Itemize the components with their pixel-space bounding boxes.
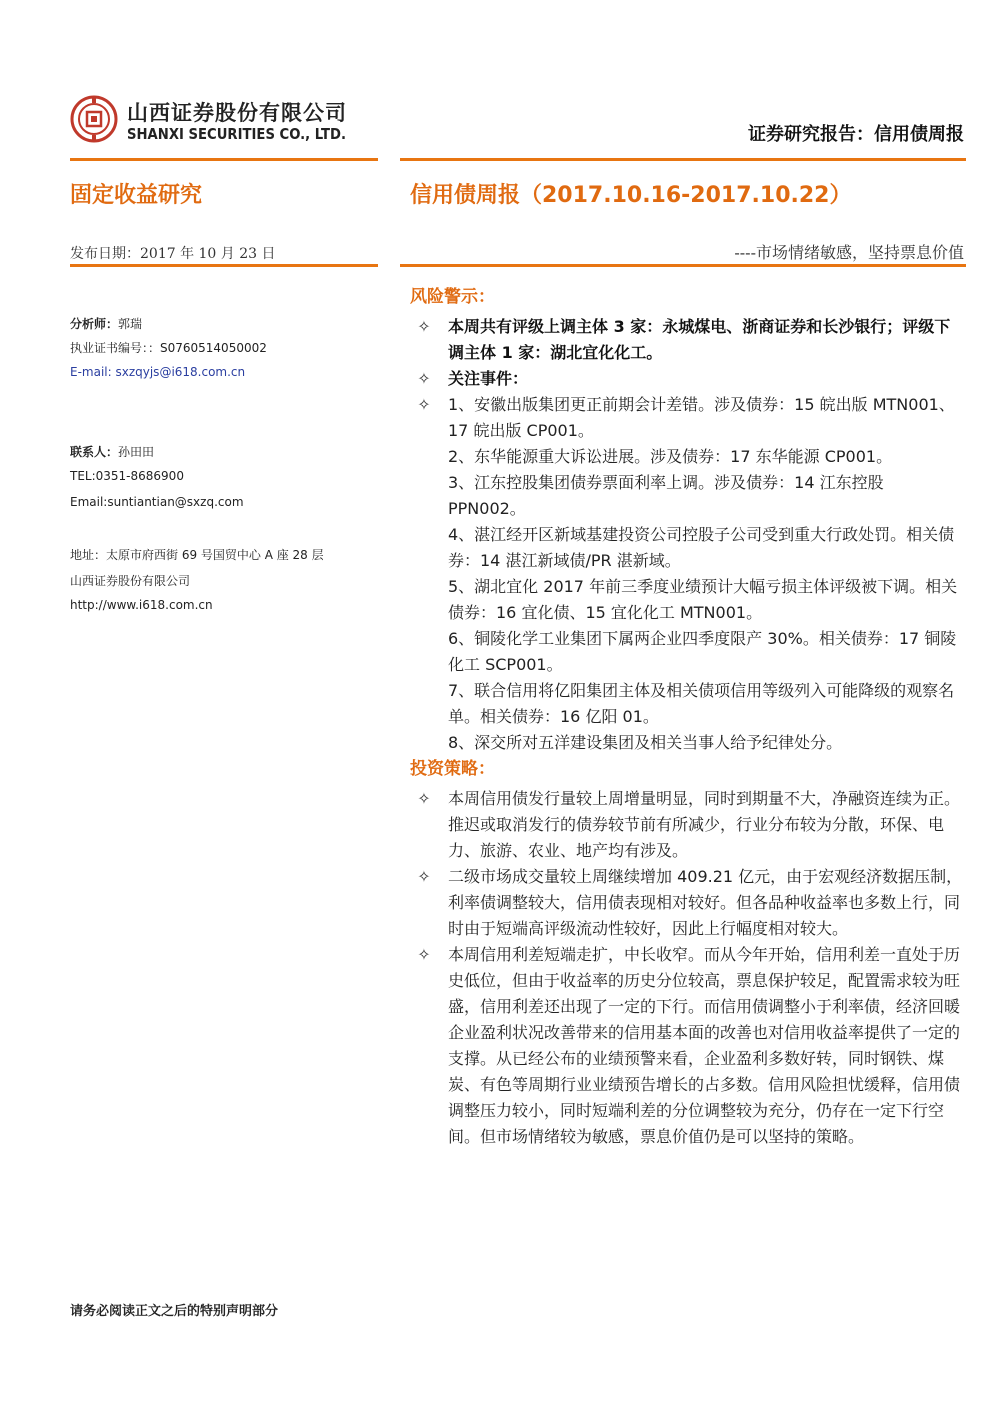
strategy-text: 二级市场成交量较上周继续增加 409.21 亿元，由于宏观经济数据压制，利率债调整较大，信用债表现相对较好。但各品种收益率也多数上行，同时由于短端高评级流动性较好，因此上行幅度相对较大。: [448, 867, 963, 938]
contact-tel: TEL:0351-8686900: [70, 469, 184, 483]
company-emblem-icon: [70, 95, 118, 143]
subheader-rule-left: [70, 264, 378, 267]
event-item: 2、东华能源重大诉讼进展。涉及债券：17 东华能源 CP001。: [448, 447, 893, 466]
subheader-rule-right: [400, 264, 966, 267]
diamond-bullet-icon: ✧: [417, 317, 431, 336]
diamond-bullet-icon: ✧: [417, 789, 431, 808]
analyst-line: [70, 315, 142, 332]
event-item: [410, 392, 966, 444]
contact-line: [70, 443, 154, 460]
events-heading-item: [410, 366, 966, 392]
rating-change-item: [410, 314, 966, 366]
company-name-cn: 山西证券股份有限公司: [127, 101, 347, 125]
header-rule-left: [70, 158, 378, 161]
publish-date: 发布日期：2017 年 10 月 23 日: [70, 246, 276, 262]
strategy-text: 本周信用债发行量较上周增量明显，同时到期量不大，净融资连续为正。推迟或取消发行的债券较节前有所减少，行业分布较为分散，环保、电力、旅游、农业、地产均有涉及。: [448, 789, 961, 860]
contact-name: 孙田田: [118, 445, 155, 459]
contact-label: 联系人：: [70, 445, 119, 459]
report-subtitle: ----市场情绪敏感，坚持票息价值: [734, 243, 964, 262]
rating-change-text: 本周共有评级上调主体 3 家：永城煤电、浙商证券和长沙银行；评级下调主体 1 家：湖北宜化化工。: [448, 317, 951, 362]
event-item: 4、湛江经开区新域基建投资公司控股子公司受到重大行政处罚。相关债券：14 湛江新域债/PR 湛新域。: [448, 525, 955, 570]
analyst-label: 分析师：: [70, 317, 119, 331]
strategy-heading: 投资策略：: [410, 759, 495, 779]
diamond-bullet-icon: ✧: [417, 369, 431, 388]
strategy-item: [410, 786, 966, 864]
website-link[interactable]: http://www.i618.com.cn: [70, 598, 213, 612]
event-text: 1、安徽出版集团更正前期会计差错。涉及债券：15 皖出版 MTN001、17 皖出版 CP001。: [448, 395, 955, 440]
strategy-item: [410, 864, 966, 942]
report-summary: [410, 284, 966, 1150]
diamond-bullet-icon: ✧: [417, 867, 431, 886]
events-heading: 关注事件：: [448, 369, 529, 388]
risk-heading: 风险警示：: [410, 287, 495, 307]
event-item: 6、铜陵化学工业集团下属两企业四季度限产 30%。相关债券：17 铜陵化工 SCP001。: [448, 629, 957, 674]
report-title: 信用债周报（2017.10.16-2017.10.22）: [410, 183, 852, 208]
event-item: 3、江东控股集团债券票面利率上调。涉及债券：14 江东控股 PPN002。: [448, 473, 884, 518]
company-logo: [70, 95, 400, 155]
diamond-bullet-icon: ✧: [417, 395, 431, 414]
company-name: 山西证券股份有限公司: [70, 574, 191, 588]
company-address: 地址：太原市府西街 69 号国贸中心 A 座 28 层: [70, 548, 324, 562]
section-title: 固定收益研究: [70, 183, 203, 208]
diamond-bullet-icon: ✧: [417, 945, 431, 964]
event-item: 5、湖北宜化 2017 年前三季度业绩预计大幅亏损主体评级被下调。相关债券：16 宜化债、15 宜化化工 MTN001。: [448, 577, 958, 622]
cert-number: 执业证书编号：：S0760514050002: [70, 341, 267, 355]
report-type: 证券研究报告：信用债周报: [748, 124, 964, 145]
footer-disclaimer: 请务必阅读正文之后的特别声明部分: [70, 1304, 279, 1319]
strategy-text: 本周信用利差短端走扩，中长收窄。而从今年开始，信用利差一直处于历史低位，但由于收益率的历史分位较高，票息保护较足，配置需求较为旺盛，信用利差还出现了一定的下行。而信用债调整小于利率债，经济回暖企业盈利状况改善带来的信用基本面的改善也对信用收益率提供了一定的支撑。从已经公布的业绩预警来看，企业盈利多数好转，同时钢铁、煤炭、有色等周期行业业绩预告增长的占多数。信用风险担忧缓释，信用债调整压力较小，同时短端利差的分位调整较为充分，仍存在一定下行空间。但市场情绪较为敏感，票息价值仍是可以坚持的策略。: [448, 945, 961, 1146]
contact-email-link[interactable]: Email:suntiantian@sxzq.com: [70, 495, 244, 509]
analyst-name: 郭瑞: [118, 317, 143, 331]
event-item: 8、深交所对五洋建设集团及相关当事人给予纪律处分。: [448, 733, 843, 752]
event-item: 7、联合信用将亿阳集团主体及相关债项信用等级列入可能降级的观察名单。相关债券：16 亿阳 01。: [448, 681, 955, 726]
header-rule-right: [400, 158, 966, 161]
analyst-email-link[interactable]: E-mail: sxzqyjs@i618.com.cn: [70, 365, 246, 379]
strategy-item: [410, 942, 966, 1150]
company-name-en: SHANXI SECURITIES CO., LTD.: [127, 125, 346, 143]
